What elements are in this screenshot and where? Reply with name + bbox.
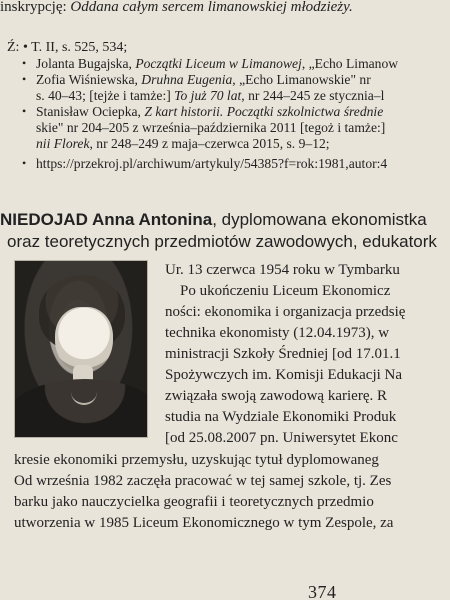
sources-header <box>7 40 127 56</box>
page-number: 374 <box>308 582 337 600</box>
source-3-part: Stanisław Ociepka, <box>36 104 141 119</box>
body-line-1 <box>165 262 400 278</box>
body-text-10: kresie ekonomiki przemysłu, uzyskując tytuł dyplomowaneg <box>14 452 379 468</box>
source-3-line-3 <box>36 136 330 152</box>
source-3-line-2 <box>36 120 385 136</box>
bullet-1: • <box>22 56 27 70</box>
body-text-3: ności: ekonomika i organizacja przedsię <box>165 304 406 320</box>
bullet-3: • <box>22 104 27 118</box>
body-text-4: technika ekonomisty (12.04.1973), w <box>165 325 390 341</box>
body-text-1: Ur. 13 czerwca 1954 roku w Tymbarku <box>165 262 400 278</box>
body-text-8: studia na Wydziale Ekonomiki Produk <box>165 409 397 425</box>
entry-title-rest: , dyplomowana ekonomistka <box>212 210 427 229</box>
body-line-4 <box>165 325 389 341</box>
bullet-4: • <box>22 156 27 170</box>
body-line-5 <box>165 346 401 362</box>
bullet-2: • <box>22 72 27 86</box>
source-2-line-1 <box>36 72 371 88</box>
body-line-13 <box>14 515 393 531</box>
source-1-title: Początki Liceum w Limanowej <box>135 56 302 71</box>
source-1-rest: , „Echo Limanow <box>301 56 399 71</box>
source-3-line-1 <box>36 104 383 120</box>
source-2-line-2 <box>36 88 384 104</box>
body-text-13: utworzenia w 1985 Liceum Ekonomicznego w tym Zespole, za <box>14 515 394 531</box>
photo-face <box>55 307 113 373</box>
sources-label: Ź: <box>7 40 20 55</box>
source-2-rest: , „Echo Limanowskie" nr <box>232 72 371 87</box>
body-line-10 <box>14 452 379 468</box>
source-3-line-3-title: nii Florek <box>36 136 90 151</box>
source-4-url <box>36 156 387 172</box>
body-line-3 <box>165 304 405 320</box>
body-text-7: związała swoją zawodową karierę. R <box>165 388 387 404</box>
entry-title-line-2-text: oraz teoretycznych przedmiotów zawodowych, edukatork <box>7 232 437 251</box>
entry-title-line-2 <box>7 232 437 252</box>
source-3-line-2-text: skie" nr 204–205 z września–października 2011 [tegoż i tamże:] <box>36 120 386 135</box>
body-text-6: Spożywczych im. Komisji Edukacji Na <box>165 367 403 383</box>
source-2-line-2-rest: , nr 244–245 ze stycznia–l <box>241 88 385 103</box>
source-2-part: Zofia Wiśniewska, <box>36 72 138 87</box>
body-text-11: Od września 1982 zaczęła pracować w tej samej szkole, tj. Zes <box>14 473 392 489</box>
body-line-9 <box>165 430 398 446</box>
source-1-line-1 <box>36 56 398 72</box>
source-3-title: Z kart historii. Początki szkolnictwa średnie <box>144 104 384 119</box>
source-2-line-2-part: s. 40–43; [tejże i tamże:] <box>36 88 171 103</box>
inscription-label: inskrypcję: <box>0 0 67 15</box>
source-url: https://przekroj.pl/archiwum/artykuly/54385?f=rok:1981,autor:4 <box>36 156 388 171</box>
source-3-line-3-rest: , nr 248–249 z maja–czerwca 2015, s. 9–12; <box>89 136 330 151</box>
body-line-8 <box>165 409 396 425</box>
source-1-part: Jolanta Bugajska, <box>36 56 132 71</box>
source-2-line-2-title: To już 70 lat <box>174 88 242 103</box>
source-2-title: Druhna Eugenia <box>141 72 233 87</box>
body-text-9: [od 25.08.2007 pn. Uniwersytet Ekonc <box>165 430 398 446</box>
entry-heading <box>0 210 427 230</box>
body-text-12: barku jako nauczycielka geografii i teoretycznych przedmio <box>14 494 374 510</box>
body-line-12 <box>14 494 374 510</box>
portrait-photo <box>14 260 148 438</box>
body-line-6 <box>165 367 402 383</box>
entry-name: NIEDOJAD Anna Antonina <box>0 210 213 229</box>
photo-necklace <box>71 379 97 405</box>
body-line-7 <box>165 388 387 404</box>
body-line-2 <box>180 283 390 299</box>
body-line-11 <box>14 473 391 489</box>
body-text-2: Po ukończeniu Liceum Ekonomicz <box>180 283 391 299</box>
inscription-line <box>0 0 353 15</box>
body-text-5: ministracji Szkoły Średniej [od 17.01.1 <box>165 346 401 362</box>
sources-intro: • T. II, s. 525, 534; <box>22 40 128 55</box>
inscription-text: Oddana całym sercem limanowskiej młodzieży. <box>70 0 353 15</box>
